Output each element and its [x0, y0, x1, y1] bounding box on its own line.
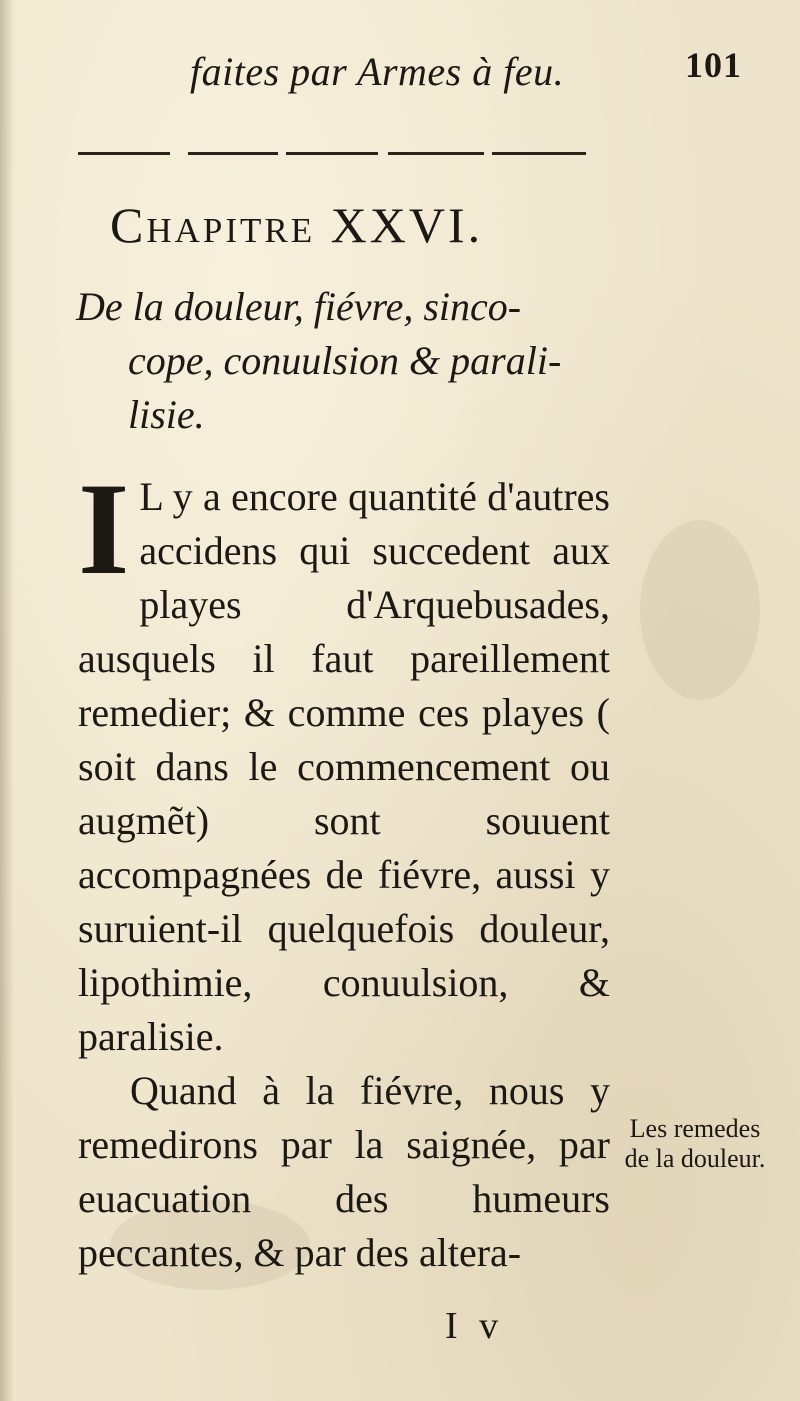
paragraph: [78, 1064, 610, 1280]
chapter-title: Chapitre XXVI.: [110, 197, 484, 253]
chapter-subtitle: [76, 280, 636, 442]
paragraph-text: Quand à la fiévre, nous y remedirons par la saignée, par euacuation des humeurs peccantes, & par des altera-: [78, 1068, 610, 1275]
paragraph: [78, 455, 610, 1064]
header-rule: [188, 152, 278, 155]
running-head: faites par Armes à feu.: [190, 49, 565, 94]
margin-note: Les remedes de la douleur.: [624, 1114, 766, 1173]
drop-cap: I: [78, 455, 130, 602]
paragraph-text: L y a encore quantité d'autres accidens qui succedent aux playes d'Arquebusades, ausquels il faut pareillement remedier; & comme ces playes ( soit dans le commencement ou augmẽt) sont souuent accompagnées de fiévre, aussi y suruient-il quelquefois douleur, lipothimie, conuulsion, & paralisie.: [78, 474, 610, 1059]
header-rule: [78, 152, 170, 155]
paper-stain: [640, 520, 760, 700]
header-rule: [388, 152, 484, 155]
header-rule: [286, 152, 378, 155]
header-rule: [492, 152, 586, 155]
subtitle-line: lisie.: [128, 392, 205, 437]
page-number: 101: [685, 45, 742, 85]
subtitle-line: cope, conuulsion & parali-: [128, 338, 562, 383]
body-text: [78, 455, 610, 1280]
subtitle-line: De la douleur, fiévre, sinco-: [76, 284, 522, 329]
signature-mark: I v: [445, 1305, 505, 1347]
